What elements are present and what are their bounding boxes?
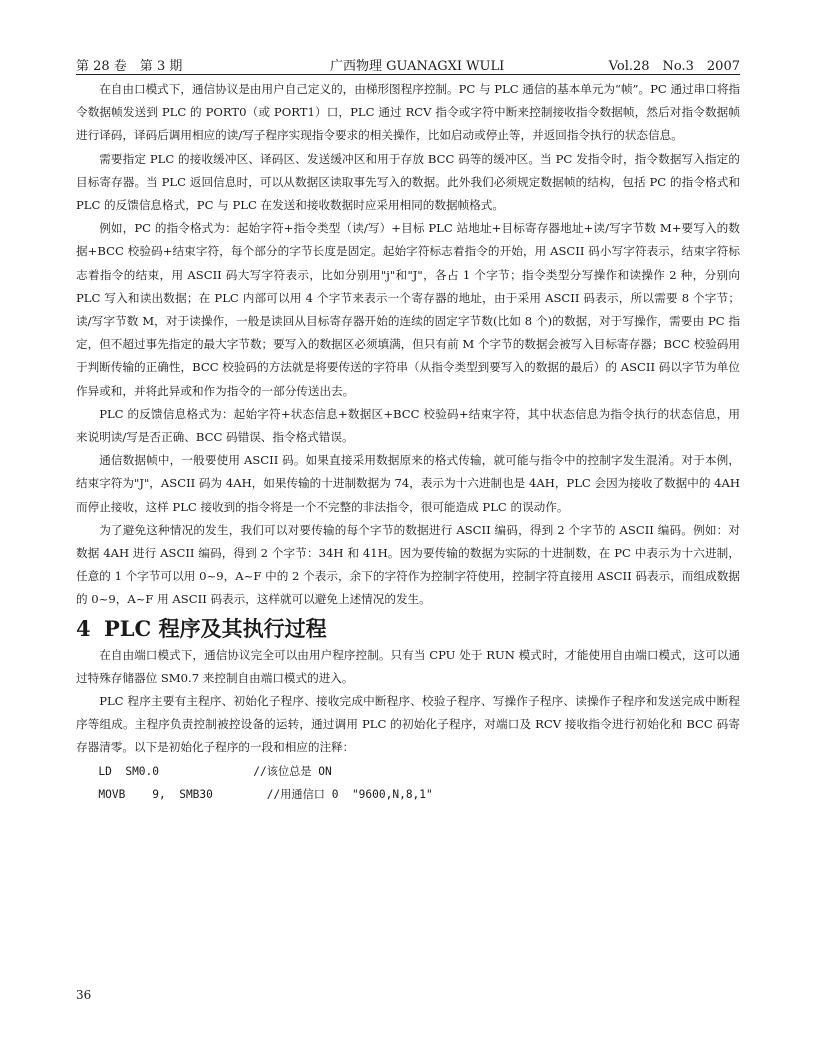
section-title: PLC 程序及其执行过程 bbox=[104, 615, 327, 641]
code-line: MOVB 9, SMB30 //用通信口 0 "9600,N,8,1" bbox=[98, 787, 433, 801]
code-line: LD SM0.0 //该位总是 ON bbox=[98, 764, 332, 778]
paragraph-program-structure: PLC 程序主要有主程序、初始化子程序、接收完成中断程序、校验子程序、写操作子程序、读操作子程序和发送完成中断程序等组成。主程序负责控制被控设备的运转，通过调用 PLC 的初始化子程序，对端口及 RCV 接收指令进行初始化和 BCC 码寄存器清零。以下是初始化子程序的一段和相应的注释： bbox=[76, 694, 740, 755]
paragraph-buffers: 需要指定 PLC 的接收缓冲区、译码区、发送缓冲区和用于存放 BCC 码等的缓冲区。当 PC 发指令时，指令数据写入指定的目标寄存器。当 PLC 返回信息时，可以从数据区读取事先写入的数据。此外我们必须规定数据帧的结构，包括 PC 的指令格式和 PLC 的反馈信息格式，PC 与 PLC 在发送和接收数据时应采用相同的数据帧格式。 bbox=[76, 151, 740, 213]
page-number: 36 bbox=[76, 988, 92, 1002]
paragraph-feedback-format: PLC 的反馈信息格式为：起始字符+状态信息+数据区+BCC 校验码+结束字符，其中状态信息为指令执行的状态信息，用来说明读/写是否正确、BCC 码错误、指令格式错误。 bbox=[76, 406, 740, 445]
header-vol-no-year: Vol.28 No.3 2007 bbox=[608, 59, 740, 74]
paragraph-command-format: 例如，PC 的指令格式为：起始字符+指令类型（读/写）+目标 PLC 站地址+目标寄存器地址+读/写字节数 M+要写入的数据+BCC 校验码+结束字符，每个部分的字节长度是固定。起始字符标志着指令的开始，用 ASCII 码小写字符表示，结束字符标志着指令的结束，用 ASCII 码大写字符表示，比如分别用"j"和"J"，各占 1 个字节；指令类型分写操作和读操作 2 种，分别向 PLC 写入和读出数据；在 PLC 内部可以用 4 个字节来表示一个寄存器的地址，由于采用 ASCII 码表示，所以需要 8 个字节；读/写字节数 M，对于读操作，一般是读回从目标寄存器开始的连续的固定字节数(比如 8 个)的数据，对于写操作，需要由 PC 指定，但不超过事先指定的最大字节数；要写入的数据区必须填满，但只有前 M 个字节的数据会被写入目标寄存器；BCC 校验码用于判断传输的正确性，BCC 校验码的方法就是将要传送的字符串（从指令类型到要写入的数据的最后）的 ASCII 码以字节为单位作异或和，并将此异或和作为指令的一部分传送出去。 bbox=[76, 221, 740, 398]
section-number: 4 bbox=[76, 615, 91, 641]
paragraph-avoid-confusion: 为了避免这种情况的发生，我们可以对要传输的每个字节的数据进行 ASCII 编码，得到 2 个字节的 ASCII 编码。例如：对数据 4AH 进行 ASCII 编码，得到 2 个字节：34H 和 41H。因为要传输的数据为实际的十进制数，在 PC 中表示为十六进制，任意的 1 个字节可以用 0~9，A~F 中的 2 个表示，余下的字符作为控制字符使用，控制字符直接用 ASCII 码表示，而组成数据的 0~9，A~F 用 ASCII 码表示，这样就可以避免上述情况的发生。 bbox=[76, 522, 740, 607]
header-journal-name: 广西物理 GUANAGXI WULI bbox=[330, 59, 505, 74]
paragraph-ascii-encoding: 通信数据帧中，一般要使用 ASCII 码。如果直接采用数据原来的格式传输，就可能与指令中的控制字发生混淆。对于本例，结束字符为"J"，ASCII 码为 4AH，如果传输的十进制数据为 74，表示为十六进制也是 4AH，PLC 会因为接收了数据中的 4AH 而停止接收，这样 PLC 接收到的指令将是一个不完整的非法指令，很可能造成 PLC 的误动作。 bbox=[76, 453, 740, 514]
paragraph-free-port-mode: 在自由端口模式下，通信协议完全可以由用户程序控制。只有当 CPU 处于 RUN 模式时，才能使用自由端口模式，这可以通过特殊存储器位 SM0.7 来控制自由端口模式的进入。 bbox=[76, 647, 740, 685]
body-text bbox=[76, 78, 740, 806]
header-volume-issue: 第 28 卷 第 3 期 bbox=[76, 59, 183, 74]
header-rule bbox=[76, 74, 740, 75]
section-heading bbox=[76, 614, 740, 644]
running-header bbox=[76, 55, 740, 75]
paper-page bbox=[76, 0, 740, 1056]
paragraph-free-port-protocol: 在自由口模式下，通信协议是由用户自己定义的，由梯形图程序控制。PC 与 PLC 通信的基本单元为“帧”。PC 通过串口将指令数据帧发送到 PLC 的 PORT0（或 PORT1）口，PLC 通过 RCV 指令或字符中断来控制接收指令数据帧，然后对指令数据帧进行译码，译码后调用相应的读/写子程序实现指令要求的相关操作，比如启动或停止等，并返回指令执行的状态信息。 bbox=[76, 82, 741, 143]
